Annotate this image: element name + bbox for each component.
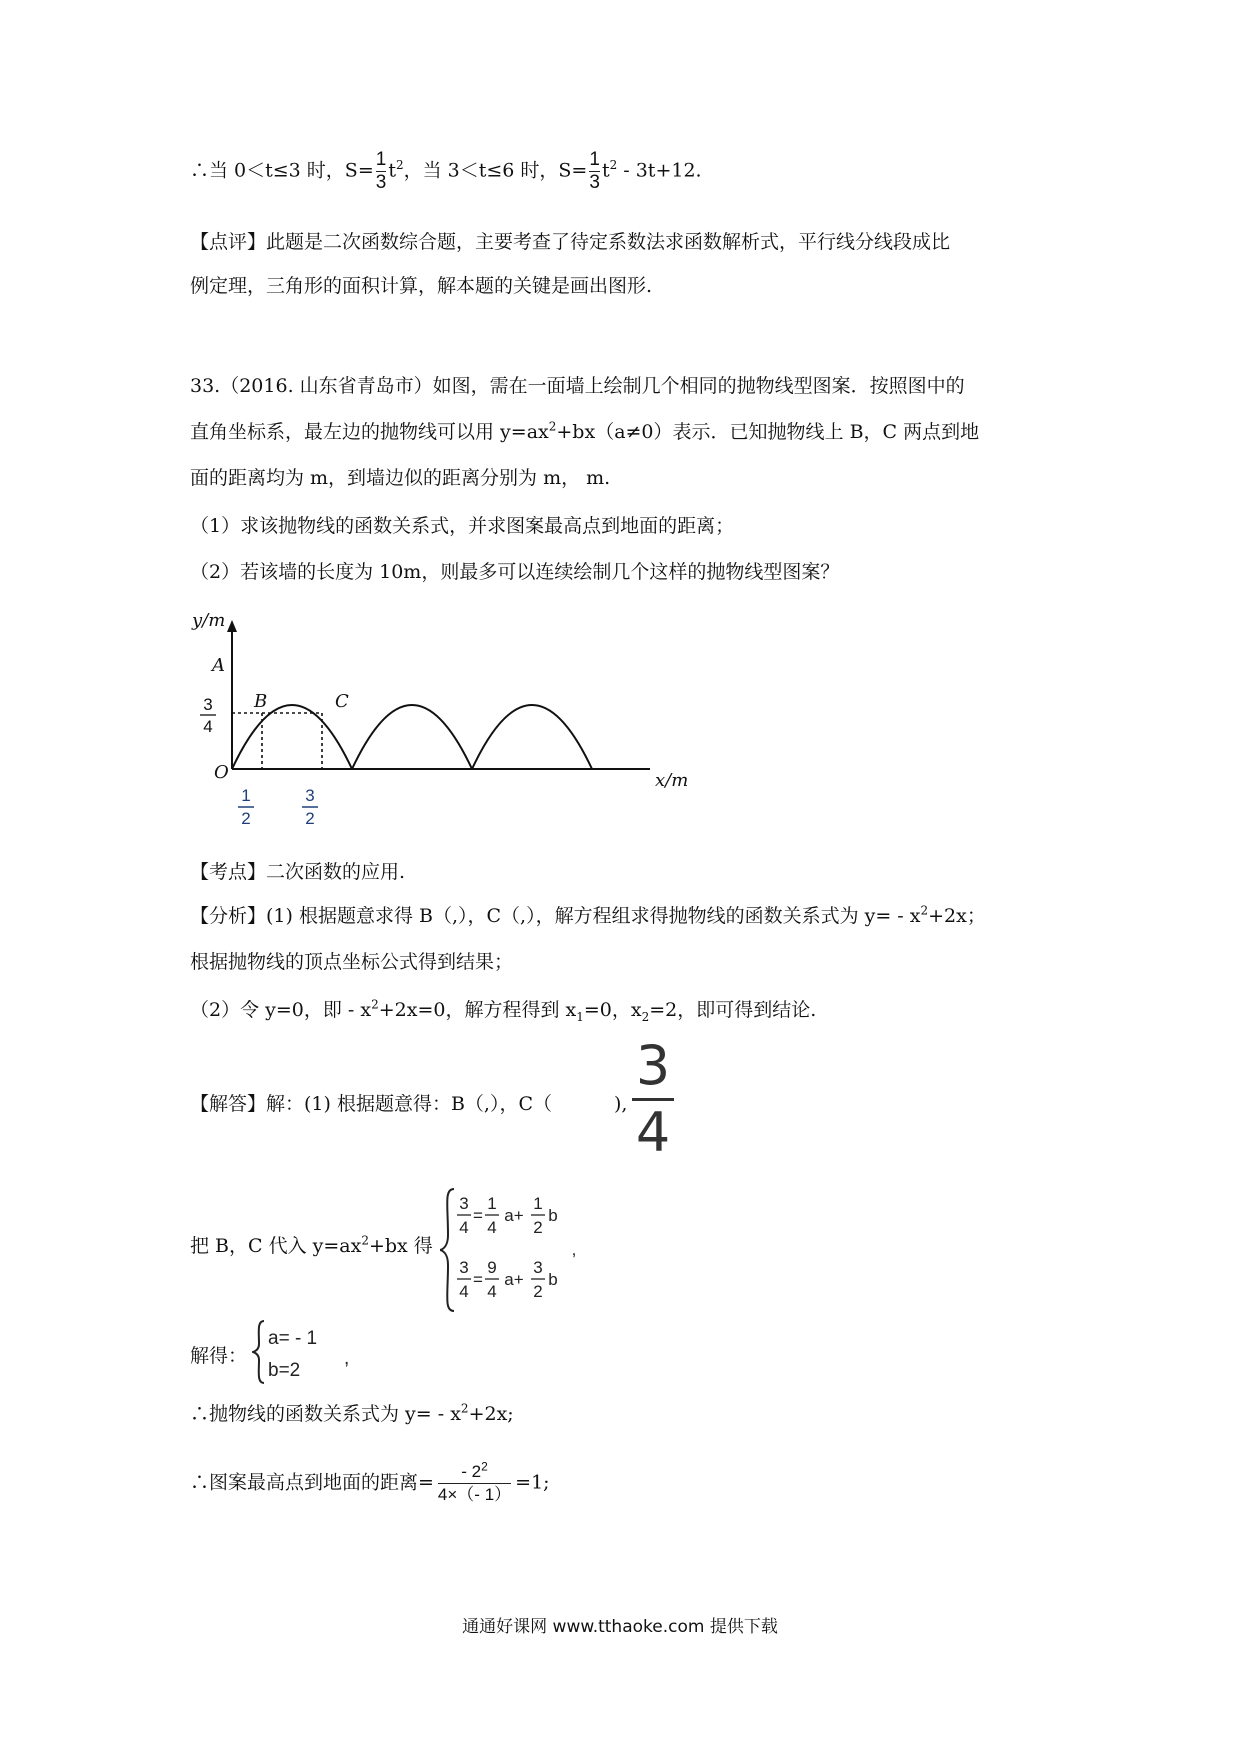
q33-line-2: 直角坐标系，最左边的抛物线可以用 $y=ax^2+bx(a\ne 0)$表示．已知抛物线上 B，C 两点到地 bbox=[190, 419, 980, 443]
svg-text:3: 3 bbox=[305, 786, 315, 805]
fraction-one-third: $\frac{1}{3}$ bbox=[375, 149, 387, 193]
svg-text:4: 4 bbox=[459, 1218, 469, 1237]
solution-brace bbox=[253, 1321, 264, 1383]
svg-text:1: 1 bbox=[533, 1194, 543, 1213]
review-line-1: 【点评】此题是二次函数综合题，主要考查了待定系数法求函数解析式，平行线分线段成比 bbox=[190, 231, 951, 253]
point-c-label: C bbox=[335, 691, 349, 712]
svg-text:4: 4 bbox=[487, 1218, 497, 1237]
svg-text:4: 4 bbox=[487, 1282, 497, 1301]
fenxi-line-2: 根据抛物线的顶点坐标公式得到结果； bbox=[190, 951, 514, 973]
q33-line-1: 33.（2016. 山东省青岛市）如图，需在一面墙上绘制几个相同的抛物线型图案．按照图中的 bbox=[190, 375, 965, 397]
svg-text:b: b bbox=[548, 1270, 558, 1289]
result-height-line: ∴图案最高点到地面的距离= $\frac{- 2^2}{4\times(- 1)}$ =1; bbox=[190, 1459, 550, 1504]
point-b-label: B bbox=[254, 691, 268, 712]
svg-text:1: 1 bbox=[241, 786, 251, 805]
svg-text:=: = bbox=[473, 1206, 483, 1225]
svg-text:4: 4 bbox=[459, 1282, 469, 1301]
svg-text:3: 3 bbox=[533, 1258, 543, 1277]
svg-text:2: 2 bbox=[241, 809, 251, 826]
svg-text:3: 3 bbox=[459, 1258, 469, 1277]
q33-sub-1: （1）求该抛物线的函数关系式，并求图案最高点到地面的距离； bbox=[190, 515, 735, 537]
parabola-1 bbox=[232, 705, 352, 769]
substitute-line: 把 B，C 代入 $y=ax^2+bx$ 得 bbox=[190, 1233, 433, 1257]
svg-text:3: 3 bbox=[203, 695, 213, 714]
solve-line: 解得： bbox=[190, 1345, 248, 1367]
solution-system bbox=[252, 1318, 362, 1386]
parabola-2 bbox=[352, 705, 472, 769]
system-brace bbox=[440, 1189, 454, 1311]
solution-b: b=2 bbox=[268, 1360, 301, 1381]
equation-system bbox=[440, 1185, 590, 1315]
q33-line-3: 面的距离均为 m，到墙边似的距离分别为 m， m. bbox=[190, 467, 611, 489]
height-fraction: $\frac{- 2^2}{4\times(- 1)}$ bbox=[437, 1459, 512, 1504]
result-function-line: ∴抛物线的函数关系式为 $y= - x^2+2x$; bbox=[190, 1401, 514, 1425]
big-fraction-three-quarters: 3 4 bbox=[628, 1036, 678, 1163]
svg-text:3: 3 bbox=[459, 1194, 469, 1213]
svg-text:b: b bbox=[548, 1206, 558, 1225]
svg-text:2: 2 bbox=[305, 809, 315, 826]
svg-text:2: 2 bbox=[533, 1218, 543, 1237]
parabola-figure bbox=[190, 606, 710, 826]
svg-text:=: = bbox=[473, 1270, 483, 1289]
line-s-piecewise: ∴当 0＜t≤3 时，S= $\frac{1}{3}$ $t^2$，当 3＜t≤6 时，S= $\frac{1}{3}$ $t^2 - 3t+12$. bbox=[190, 149, 702, 193]
point-a-label: A bbox=[212, 655, 225, 676]
svg-text:4: 4 bbox=[203, 717, 213, 736]
page-footer: 通通好课网 www.tthaoke.com 提供下载 bbox=[462, 1617, 778, 1637]
x-axis-label: x/m bbox=[655, 770, 689, 791]
svg-text:2: 2 bbox=[533, 1282, 543, 1301]
jieda-line: 【解答】解：(1) 根据题意得：B（,），C（ ), bbox=[190, 1093, 628, 1115]
fraction-one-third-2: $\frac{1}{3}$ bbox=[589, 149, 600, 193]
q33-sub-2: （2）若该墙的长度为 10m，则最多可以连续绘制几个这样的抛物线型图案？ bbox=[190, 561, 840, 583]
line1-prefix: ∴当 0＜t≤3 时，S= bbox=[190, 159, 374, 182]
fenxi-line-3: （2）令 y=0，即 - $x^2+2x=0$，解方程得到 $x_1=0$，$x_2=2$，即可得到结论. bbox=[190, 997, 817, 1024]
svg-text:a+: a+ bbox=[504, 1270, 524, 1289]
review-line-2: 例定理，三角形的面积计算，解本题的关键是画出图形. bbox=[190, 275, 653, 297]
solution-a: a= - 1 bbox=[268, 1328, 318, 1349]
kaodian-line: 【考点】二次函数的应用. bbox=[190, 861, 406, 883]
svg-text:9: 9 bbox=[487, 1258, 497, 1277]
parabola-3 bbox=[472, 705, 592, 769]
svg-text:a+: a+ bbox=[504, 1206, 524, 1225]
fenxi-line-1: 【分析】(1) 根据题意求得 B（,），C（,），解方程组求得抛物线的函数关系式为 $y= - x^2+2x$； bbox=[190, 903, 986, 927]
origin-label: O bbox=[214, 762, 229, 783]
y-axis-label: y/m bbox=[192, 610, 226, 631]
svg-text:,: , bbox=[571, 1240, 577, 1259]
svg-text:1: 1 bbox=[487, 1194, 497, 1213]
y-axis-arrow bbox=[227, 620, 237, 632]
svg-text:,: , bbox=[344, 1348, 350, 1369]
